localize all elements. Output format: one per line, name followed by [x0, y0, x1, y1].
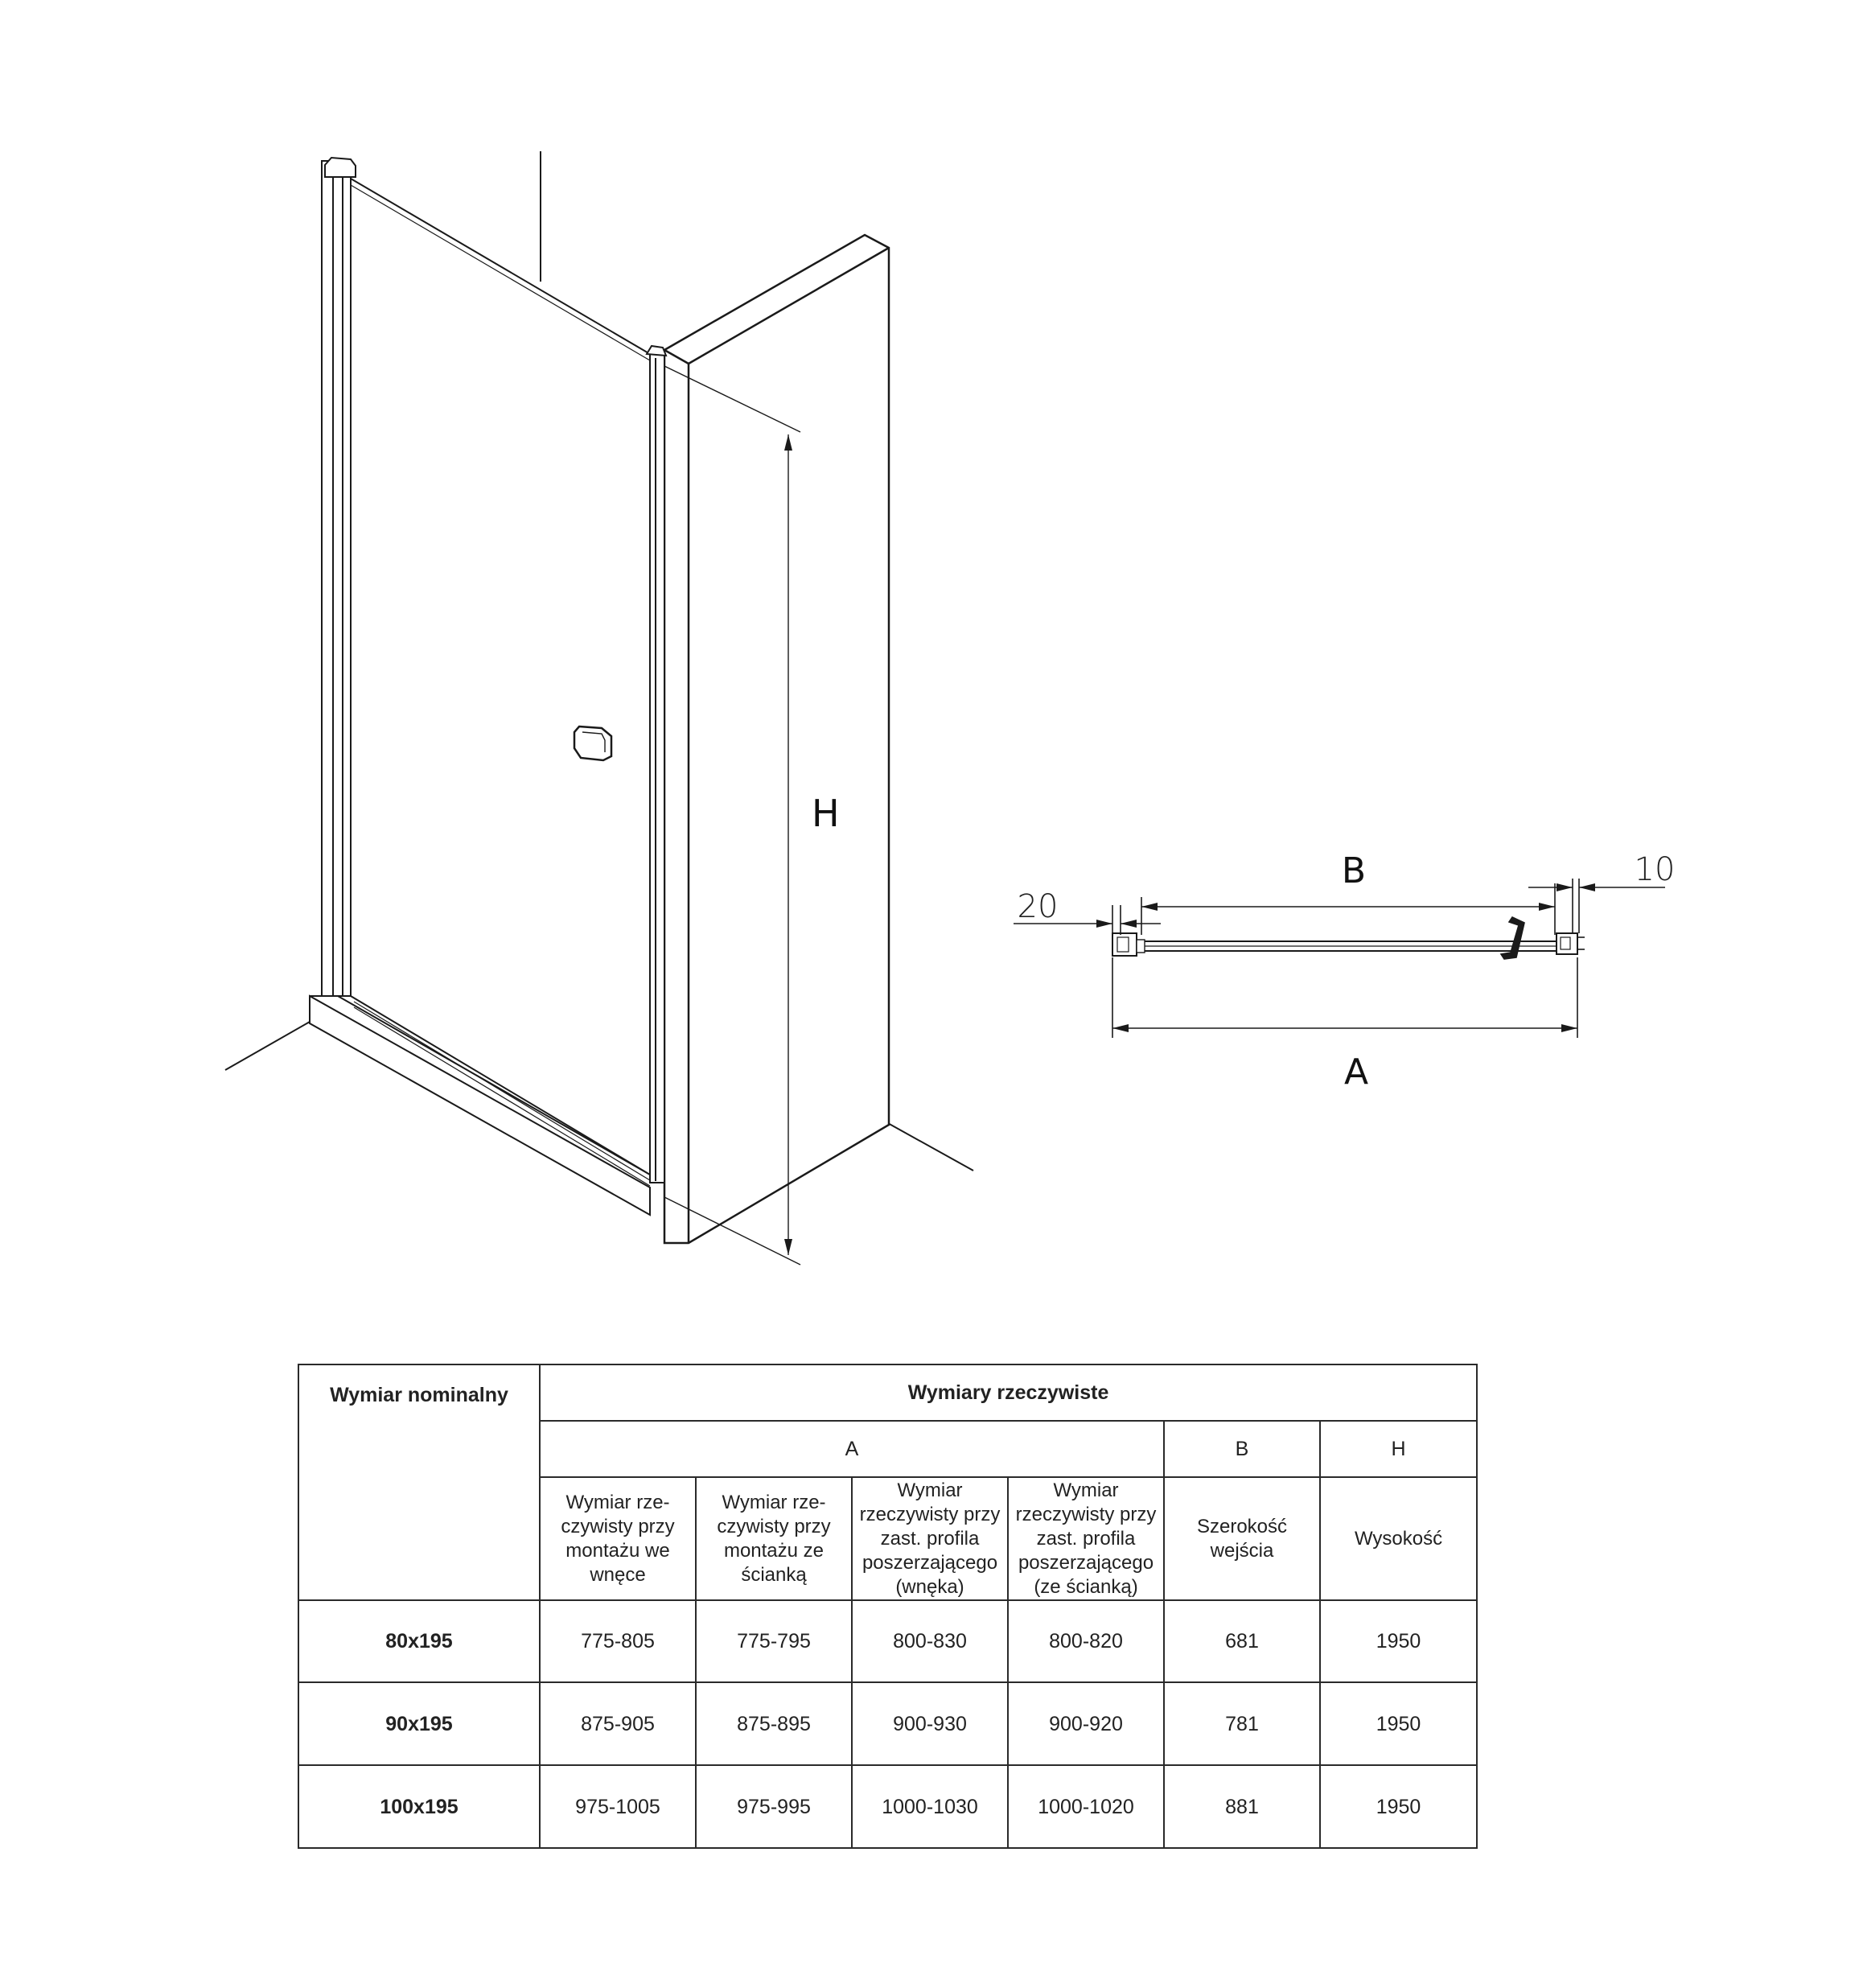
- table-cell: 781: [1164, 1682, 1320, 1765]
- table-row: [298, 1765, 1477, 1848]
- table-cell: 1950: [1320, 1765, 1477, 1848]
- column-header: Wymiar rze-czywisty przy montażu ze ścianką: [696, 1477, 852, 1600]
- total-width-label: A: [1343, 1052, 1369, 1093]
- column-header: Szerokość wejścia: [1164, 1477, 1320, 1600]
- isometric-view: [225, 151, 973, 1265]
- side-wall: [664, 235, 889, 1243]
- table-row: [298, 1600, 1477, 1682]
- dimension-a: [1112, 957, 1577, 1038]
- table-cell: 1950: [1320, 1682, 1477, 1765]
- actual-dimensions-header: Wymiary rzeczywiste: [540, 1364, 1477, 1421]
- table-row: [298, 1682, 1477, 1765]
- table-cell: 875-905: [540, 1682, 696, 1765]
- table-cell: 681: [1164, 1600, 1320, 1682]
- nominal-size-header: Wymiar nominalny: [298, 1364, 540, 1600]
- group-b-header: B: [1164, 1421, 1320, 1477]
- plan-view: [1014, 879, 1665, 1038]
- table-cell: 775-805: [540, 1600, 696, 1682]
- table-cell: 1950: [1320, 1600, 1477, 1682]
- table-cell: 900-920: [1008, 1682, 1164, 1765]
- table-cell: 881: [1164, 1765, 1320, 1848]
- table-cell: 900-930: [852, 1682, 1008, 1765]
- table-cell: 775-795: [696, 1600, 852, 1682]
- column-header: Wysokość: [1320, 1477, 1477, 1600]
- nominal-size-cell: 80x195: [298, 1600, 540, 1682]
- left-offset-label: 20: [1017, 888, 1059, 925]
- table-cell: 1000-1020: [1008, 1765, 1164, 1848]
- right-wall-profile: [647, 346, 666, 1183]
- table-cell: 875-895: [696, 1682, 852, 1765]
- group-h-header: H: [1320, 1421, 1477, 1477]
- column-header: Wymiar rze-czywisty przy montażu we wnęce: [540, 1477, 696, 1600]
- column-header: Wymiar rzeczywisty przy zast. profila poszerzającego (ze ścianką): [1008, 1477, 1164, 1600]
- door-glass: [351, 179, 650, 1186]
- plan-handle: [1501, 917, 1524, 959]
- nominal-size-cell: 90x195: [298, 1682, 540, 1765]
- table-cell: 975-1005: [540, 1765, 696, 1848]
- plan-right-profile: [1557, 933, 1585, 954]
- nominal-size-cell: 100x195: [298, 1765, 540, 1848]
- right-offset-label: 10: [1634, 851, 1676, 888]
- door-handle: [574, 726, 611, 760]
- table-cell: 1000-1030: [852, 1765, 1008, 1848]
- entry-width-label: B: [1341, 850, 1367, 891]
- table-cell: 800-830: [852, 1600, 1008, 1682]
- column-header: Wymiar rzeczywisty przy zast. profila poszerzającego (wnęka): [852, 1477, 1008, 1600]
- dimensions-table: [298, 1364, 1478, 1849]
- group-a-header: A: [540, 1421, 1164, 1477]
- plan-left-profile: [1112, 933, 1145, 956]
- table-cell: 800-820: [1008, 1600, 1164, 1682]
- table-cell: 975-995: [696, 1765, 852, 1848]
- height-label: H: [812, 792, 840, 835]
